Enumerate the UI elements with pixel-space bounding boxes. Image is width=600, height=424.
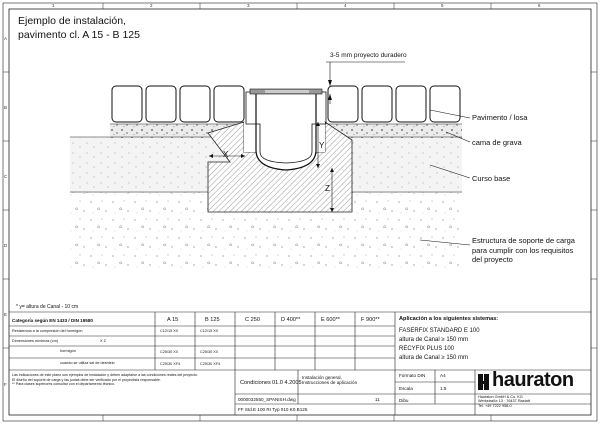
applies-line-4: altura de Canal ≥ 150 mm	[399, 355, 468, 361]
class-b125: B 125	[205, 317, 220, 323]
company-address	[478, 395, 530, 408]
label-estructura-line-2: para cumplir con los requisitos	[472, 245, 574, 255]
note-3: ** Para clases superiores consultar con el departamento técnico.	[12, 382, 116, 387]
description-line-1: Instalación general,	[302, 375, 342, 380]
applies-list	[399, 327, 480, 363]
applies-line-2: altura de Canal ≥ 150 mm	[399, 337, 468, 343]
footer-ref: FF Std.E 100 RI Typ 010 K0.B125	[238, 407, 308, 412]
pavers-right	[328, 86, 460, 122]
col-label: 2	[150, 3, 153, 8]
class-f900: F 900**	[361, 317, 380, 323]
dim-z-label: Z	[325, 184, 330, 193]
label-curso-base: Curso base	[472, 174, 511, 183]
label-estructura-line-1: Estructura de soporte de carga	[472, 236, 575, 245]
col-label: 3	[247, 3, 250, 8]
row3-value-b: C25/30 X0	[200, 350, 218, 354]
note-1: Las indicaciones de este plano son ejemplos de instalación y deben adaptarse a las condiciones reales del proyecto.	[12, 373, 198, 377]
row-label: D	[4, 243, 8, 248]
row-label: A	[4, 36, 8, 41]
label-estructura-line-3: del proyecto	[472, 255, 513, 264]
row4-value-a: C25/30 XF4	[160, 362, 181, 366]
row1-label: Resistencia a la compresión del hormigón	[12, 329, 83, 333]
conditions-label: Condiciones	[240, 380, 271, 386]
class-a15: A 15	[167, 317, 179, 323]
class-e600: E 600**	[321, 317, 340, 323]
description-line-2: Instrucciones de aplicación	[302, 380, 358, 386]
label-estructura	[472, 236, 575, 265]
dim-y-label: Y	[319, 141, 325, 150]
class-d400: D 400**	[281, 317, 301, 323]
col-label: 1	[52, 3, 55, 8]
page-title	[18, 14, 140, 42]
footnote: * y= altura de Canal - 10 cm	[16, 304, 79, 310]
format-value: A4	[440, 373, 446, 378]
address-line-2: Werkstraße 13 · 76437 Rastatt	[478, 399, 530, 404]
title-line-2: pavimento cl. A 15 - B 125	[18, 29, 140, 41]
row2-label-b: X Z	[100, 339, 106, 343]
description	[302, 375, 357, 385]
label-grava: cama de grava	[472, 138, 522, 147]
notes-block	[12, 373, 230, 387]
page-number: 11	[375, 397, 380, 402]
company-logo-text: hauraton	[492, 369, 574, 391]
date-value: 01.0 4.2005	[272, 380, 302, 386]
note-2: El diseño del soporte de carga y las juntas debe ser verificado por el proyectista responsable.	[12, 377, 161, 382]
hauraton-logo-icon	[478, 374, 489, 390]
row-label: B	[4, 105, 8, 110]
address-line-1: Hauraton GmbH & Co. KG	[478, 395, 523, 399]
row1-value-a: C12/15 X0	[160, 329, 178, 333]
row4-value-b: C25/30 XF4	[200, 362, 221, 366]
class-c250: C 250	[245, 317, 260, 323]
applies-title: Aplicación a los siguientes sistemas:	[399, 316, 499, 322]
row2-label-a: Dimensiones mínimas (cm)	[12, 339, 58, 343]
col-label: 6	[538, 3, 541, 8]
row1-value-b: C12/15 X0	[200, 329, 218, 333]
row-label: E	[4, 312, 8, 317]
callout-label: 3-5 mm proyecto duradero	[330, 52, 407, 59]
row3-value-a: C25/30 X0	[160, 350, 178, 354]
row-label: C	[4, 174, 8, 179]
col-label: 5	[441, 3, 444, 8]
dibujo-label: Dibu	[399, 398, 409, 403]
escala-value: 1:5	[440, 386, 447, 391]
applies-line-1: FASERFIX STANDARD E 100	[399, 328, 480, 334]
dim-x-label: X	[223, 150, 229, 159]
label-pavimento: Pavimento / losa	[472, 113, 528, 122]
applies-line-3: RECYFIX PLUS 100	[399, 346, 455, 352]
table-header-label: Categoría según EN 1433 / DIN 19580	[12, 318, 93, 323]
title-line-1: Ejemplo de instalación,	[18, 15, 126, 27]
col-label: 4	[344, 3, 347, 8]
address-line-3: Tel. +49 7222 958-0	[478, 403, 512, 408]
file-name: 0000032550_SPANISH.dwg	[238, 397, 296, 402]
escala-label: Escala	[399, 386, 413, 391]
row3-label: hormigón	[60, 349, 76, 353]
row4-label: cuando se utiliza sal de deshielo	[60, 361, 115, 365]
row-label: F	[4, 382, 7, 387]
pavers-left	[112, 86, 244, 122]
format-label: Formato DIN	[399, 373, 426, 378]
